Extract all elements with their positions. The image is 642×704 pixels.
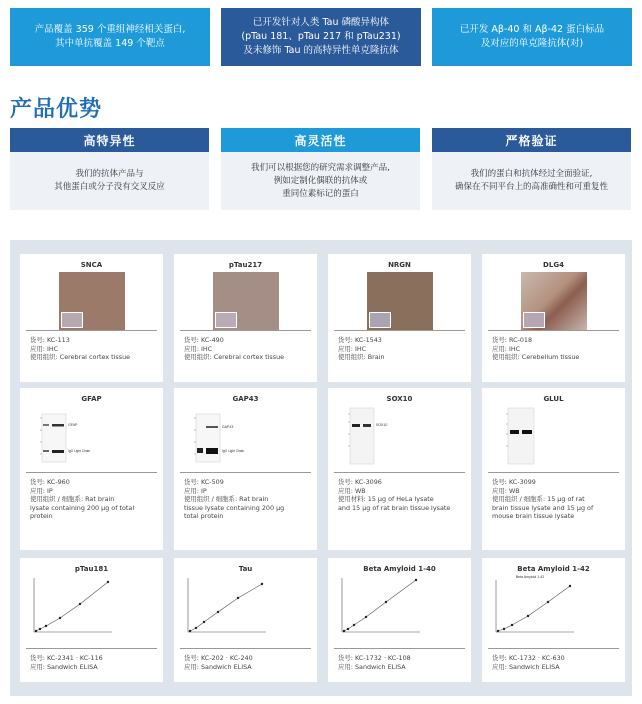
advantage-title: 高灵活性 [221, 128, 420, 152]
elisa-curve-image [174, 574, 270, 644]
feature-box-coverage [10, 8, 210, 66]
ip-blot-image [20, 404, 98, 470]
product-name: DLG4 [543, 261, 564, 269]
wb-blot-image [328, 404, 406, 470]
product-info: 货号: KC-490 应用: IHC 使用组织: Cerebral cortex tissue [184, 336, 285, 361]
elisa-curve-image [482, 574, 578, 644]
product-info: 货号: KC-1732 · KC-630 应用: Sandwich ELISA [492, 654, 565, 671]
wb-blot-image [482, 404, 560, 470]
product-card-sox10 [328, 388, 471, 550]
product-card-gap43 [174, 388, 317, 550]
advantage-desc: 我们可以根据您的研究需求调整产品, 例如定制化偶联的抗体或 重同位素标记的蛋白 [251, 162, 390, 199]
feature-box-text: 产品覆盖 359 个重组神经相关蛋白, 其中单抗覆盖 149 个靶点 [34, 24, 186, 49]
product-card-dlg4 [482, 254, 625, 382]
product-card-glul [482, 388, 625, 550]
advantage-desc: 我们的抗体产品与 其他蛋白或分子没有交叉反应 [54, 169, 165, 192]
blot-band-label: SOX10 [376, 423, 388, 427]
product-name: Beta Amyloid 1-40 [363, 565, 436, 573]
advantage-title: 严格验证 [432, 128, 631, 152]
ip-blot-image [174, 404, 252, 470]
divider [180, 330, 311, 331]
product-name: GLUL [543, 395, 564, 403]
product-card-snca [20, 254, 163, 382]
divider [180, 648, 311, 649]
feature-box-text: 已开发针对人类 Tau 磷酸异构体 (pTau 181、pTau 217 和 pTau231) 及未修饰 Tau 的高特异性单克隆抗体 [241, 17, 401, 56]
product-card-abeta42 [482, 558, 625, 682]
product-info: 货号: KC-1543 应用: IHC 使用组织: Brain [338, 336, 385, 361]
divider [334, 472, 465, 473]
divider [26, 330, 157, 331]
product-name: NRGN [388, 261, 411, 269]
product-name: Tau [238, 565, 253, 573]
product-card-ptau217 [174, 254, 317, 382]
advantage-card-flexibility [221, 128, 420, 210]
product-grid [10, 240, 632, 696]
ihc-image [521, 272, 587, 330]
product-name: SNCA [80, 261, 103, 269]
product-card-abeta40 [328, 558, 471, 682]
feature-box-text: 已开发 Aβ-40 和 Aβ-42 蛋白标品 及对应的单克隆抗体(对) [459, 24, 605, 49]
product-info: 货号: KC-202 · KC-240 应用: Sandwich ELISA [184, 654, 253, 671]
product-info: 货号: KC-509 应用: IP 使用组织 / 细胞系: Rat brain tissue lysate containing 200 μg total protein [184, 478, 285, 520]
section-title: 产品优势 [10, 97, 103, 122]
ihc-inset-image [61, 312, 83, 328]
ihc-image [59, 272, 125, 330]
divider [180, 472, 311, 473]
product-info: 货号: KC-113 应用: IHC 使用组织: Cerebral cortex tissue [30, 336, 131, 361]
ihc-image [213, 272, 279, 330]
feature-banner [10, 8, 632, 66]
product-name: Beta Amyloid 1-42 [517, 565, 590, 573]
blot-band-label: IgG Light Chain [222, 449, 245, 453]
feature-box-tau [221, 8, 421, 66]
divider [26, 648, 157, 649]
divider [488, 472, 619, 473]
ihc-image [367, 272, 433, 330]
blot-band-label: IgG Light Chain [68, 449, 91, 453]
divider [488, 330, 619, 331]
elisa-curve-image [20, 574, 116, 644]
product-name: SOX10 [386, 395, 413, 403]
ihc-inset-image [215, 312, 237, 328]
feature-box-amyloid [432, 8, 632, 66]
product-info: 货号: KC-2341 · KC-116 应用: Sandwich ELISA [30, 654, 103, 671]
ihc-inset-image [523, 312, 545, 328]
advantage-title: 高特异性 [10, 128, 209, 152]
divider [334, 330, 465, 331]
product-name: pTau181 [74, 565, 109, 573]
product-card-tau [174, 558, 317, 682]
chart-subtitle: Beta Amyloid 1-42 [515, 575, 545, 579]
product-info: 货号: KC-960 应用: IP 使用组织 / 细胞系: Rat brain lysate containing 200 μg of total protein [30, 478, 135, 520]
product-info: 货号: RC-018 应用: IHC 使用组织: Cerebellum tissue [492, 336, 580, 361]
advantage-card-validation [432, 128, 631, 210]
advantage-card-specificity [10, 128, 209, 210]
blot-band-label: GFAP [68, 423, 78, 427]
advantage-desc: 我们的蛋白和抗体经过全面验证, 确保在不同平台上的高准确性和可重复性 [454, 169, 608, 192]
product-card-nrgn [328, 254, 471, 382]
divider [488, 648, 619, 649]
product-name: GFAP [81, 395, 102, 403]
ihc-inset-image [369, 312, 391, 328]
product-info: 货号: KC-3099 应用: WB 使用组织 / 细胞系: 15 μg of rat brain tissue lysate and 15 μg of mouse brain tissue lysate [492, 478, 594, 520]
product-card-gfap [20, 388, 163, 550]
product-card-ptau181 [20, 558, 163, 682]
product-name: GAP43 [232, 395, 259, 403]
product-name: pTau217 [228, 261, 263, 269]
product-info: 货号: KC-1732 · KC-108 应用: Sandwich ELISA [338, 654, 411, 671]
product-info: 货号: KC-3096 应用: WB 使用材料: 15 μg of HeLa lysate and 15 μg of rat brain tissue lysate [338, 478, 451, 512]
divider [334, 648, 465, 649]
divider [26, 472, 157, 473]
blot-band-label: GAP43 [222, 425, 234, 429]
elisa-curve-image [328, 574, 424, 644]
